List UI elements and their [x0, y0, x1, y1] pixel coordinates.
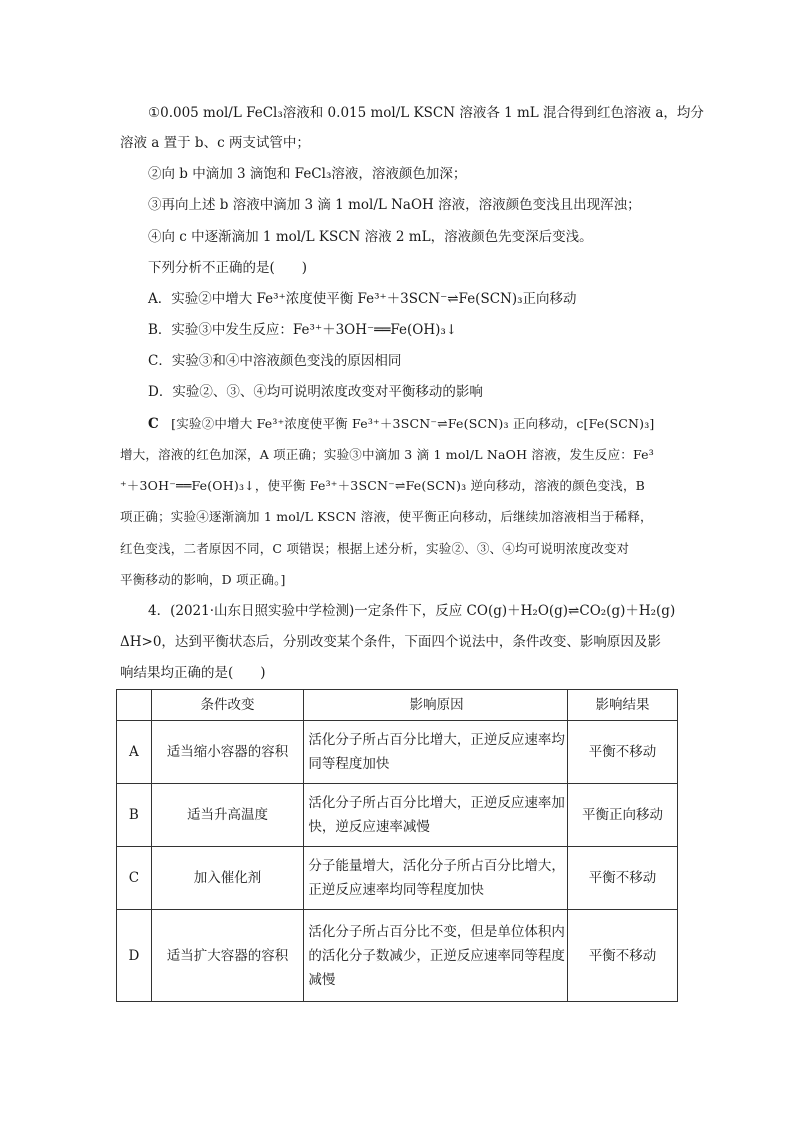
stem-line-3: ②向 b 中滴加 3 滴饱和 FeCl₃溶液，溶液颜色加深；: [148, 166, 467, 182]
reason-cell: 活化分子所占百分比不变，但是单位体积内的活化分子数减少，正逆反应速率同等程度减慢: [304, 910, 568, 1002]
condition-cell: 适当升高温度: [151, 784, 304, 847]
result-cell: 平衡不移动: [567, 847, 677, 910]
condition-cell: 适当缩小容器的容积: [151, 721, 304, 784]
q4-line-1: 4．(2021·山东日照实验中学检测)一定条件下，反应 CO(g)＋H₂O(g)⇌CO₂(g)＋H₂(g): [148, 603, 676, 619]
answer-line-1: [148, 415, 655, 433]
row-label: D: [117, 910, 152, 1002]
row-label: C: [117, 847, 152, 910]
option-b: B．实验③中发生反应：Fe³⁺＋3OH⁻══Fe(OH)₃↓: [148, 322, 458, 338]
reason-cell: 活化分子所占百分比增大，正逆反应速率均同等程度加快: [304, 721, 568, 784]
q4-line-3: 响结果均正确的是( ): [120, 665, 266, 681]
table-row: [117, 910, 678, 1002]
option-c: C．实验③和④中溶液颜色变浅的原因相同: [148, 353, 402, 369]
stem-line-1: ①0.005 mol/L FeCl₃溶液和 0.015 mol/L KSCN 溶液各 1 mL 混合得到红色溶液 a，均分: [148, 105, 704, 121]
stem-line-2: 溶液 a 置于 b、c 两支试管中；: [120, 135, 310, 151]
table-header-cell: 影响结果: [567, 690, 677, 721]
table-header-row: [117, 690, 678, 721]
table-header-cell: 条件改变: [151, 690, 304, 721]
table-row: [117, 721, 678, 784]
table-row: [117, 784, 678, 847]
row-label: B: [117, 784, 152, 847]
reason-cell: 分子能量增大，活化分子所占百分比增大，正逆反应速率均同等程度加快: [304, 847, 568, 910]
answer-line-5: 红色变浅，二者原因不同，C 项错误；根据上述分析，实验②、③、④均可说明浓度改变对: [120, 541, 630, 556]
stem-line-4: ③再向上述 b 溶液中滴加 3 滴 1 mol/L NaOH 溶液，溶液颜色变浅且出现浑浊；: [148, 197, 641, 213]
answer-line-3: ⁺＋3OH⁻══Fe(OH)₃↓，使平衡 Fe³⁺＋3SCN⁻⇌Fe(SCN)₃ 逆向移动，溶液的颜色变浅，B: [120, 478, 646, 493]
result-cell: 平衡不移动: [567, 910, 677, 1002]
table-header-cell: 影响原因: [304, 690, 568, 721]
table-row: [117, 847, 678, 910]
table-header-cell: [117, 690, 152, 721]
option-d: D．实验②、③、④均可说明浓度改变对平衡移动的影响: [148, 384, 483, 400]
row-label: A: [117, 721, 152, 784]
condition-cell: 加入催化剂: [151, 847, 304, 910]
q4-line-2: ΔH>0，达到平衡状态后，分别改变某个条件，下面四个说法中，条件改变、影响原因及影: [120, 634, 661, 650]
reason-cell: 活化分子所占百分比增大，正逆反应速率加快，逆反应速率减慢: [304, 784, 568, 847]
answer-line-6: 平衡移动的影响，D 项正确。]: [120, 572, 286, 587]
answer-line-2: 增大，溶液的红色加深，A 项正确；实验③中滴加 3 滴 1 mol/L NaOH 溶液，发生反应：Fe³: [120, 447, 654, 462]
result-cell: 平衡不移动: [567, 721, 677, 784]
result-cell: 平衡正向移动: [567, 784, 677, 847]
answer-line-4: 项正确；实验④逐渐滴加 1 mol/L KSCN 溶液，使平衡正向移动，后继续加溶液相当于稀释，: [120, 509, 653, 524]
answer-text-1: [实验②中增大 Fe³⁺浓度使平衡 Fe³⁺＋3SCN⁻⇌Fe(SCN)₃ 正向移动，c[Fe(SCN)₃]: [171, 416, 655, 431]
condition-cell: 适当扩大容器的容积: [151, 910, 304, 1002]
stem-line-5: ④向 c 中逐渐滴加 1 mol/L KSCN 溶液 2 mL，溶液颜色先变深后变浅。: [148, 229, 593, 245]
options-table: [116, 689, 678, 1002]
option-a: A．实验②中增大 Fe³⁺浓度使平衡 Fe³⁺＋3SCN⁻⇌Fe(SCN)₃正向移动: [148, 291, 577, 307]
answer-letter: C: [148, 416, 159, 432]
question-prompt: 下列分析不正确的是( ): [148, 260, 308, 276]
